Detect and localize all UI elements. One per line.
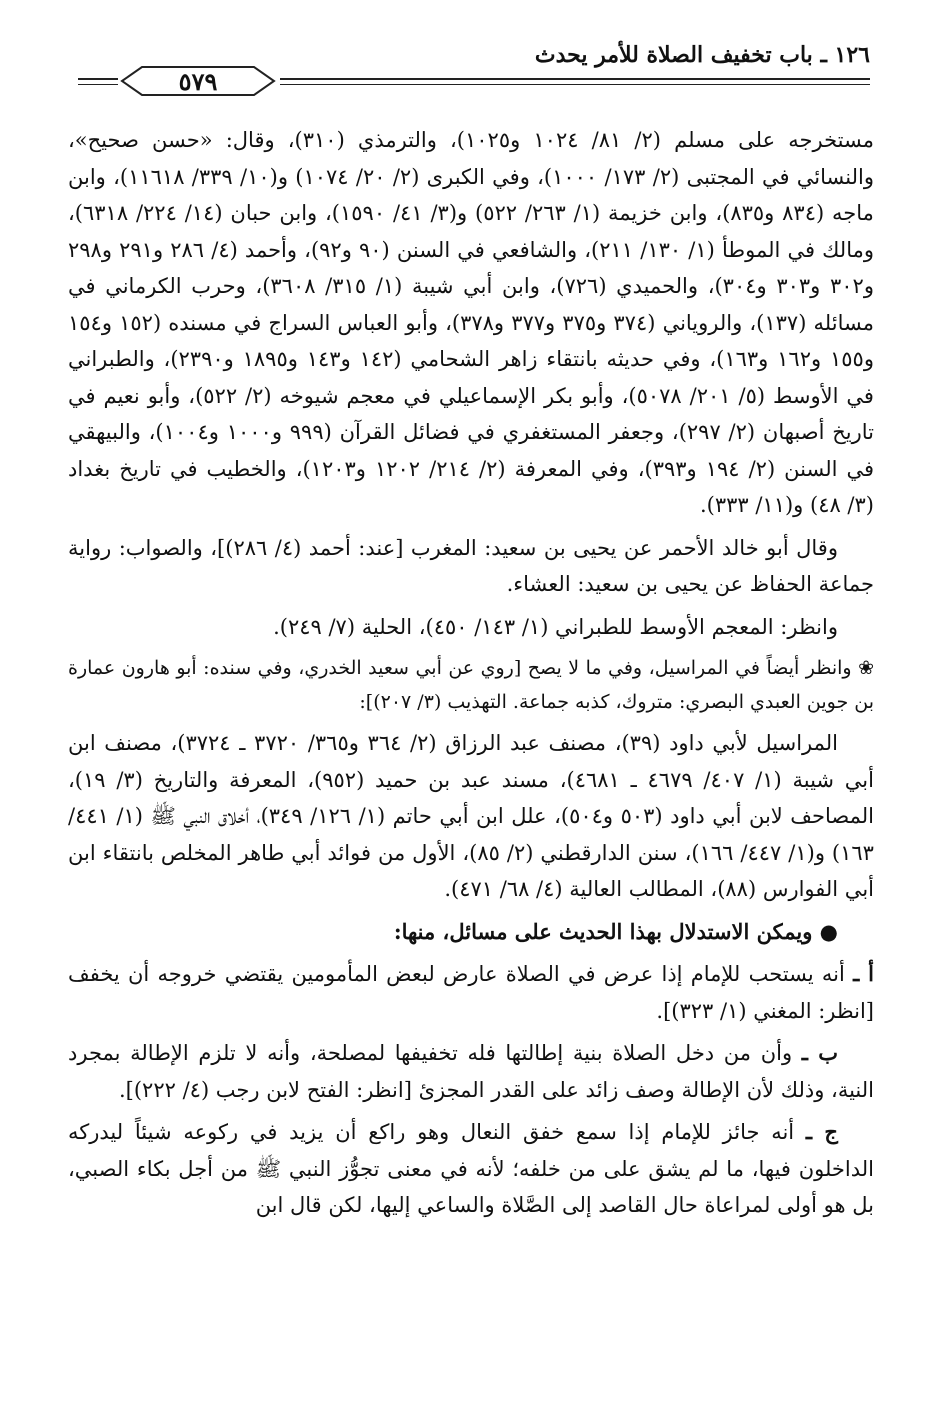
paragraph-see-also: وانظر: المعجم الأوسط للطبراني (١/ ١٤٣/ ٤٥٠)، الحلية (٧/ ٢٤٩). <box>273 614 838 639</box>
paragraph-point-b <box>68 1035 874 1108</box>
point-a-label: أ ـ <box>853 961 874 986</box>
paragraph-point-c <box>68 1114 874 1224</box>
paragraph-marasil-note: ❀ وانظر أيضاً في المراسيل، وفي ما لا يصح [روي عن أبي سعيد الخدري، وفي سنده: أبو هارون عمارة بن جوين العبدي البصري: متروك، كذبه جماعة. التهذيب (٣/ ٢٠٧)]: <box>68 657 874 713</box>
page-number-text: ٥٧٩ <box>178 66 218 96</box>
header-rule-left-thin <box>78 84 118 85</box>
paragraph-takhrij: مستخرجه على مسلم (٢/ ٨١/ ١٠٢٤ و١٠٢٥)، والترمذي (٣١٠)، وقال: «حسن صحيح»، والنسائي في المجتبى (٢/ ١٧٣/ ١٠٠٠)، وفي الكبرى (٢/ ٢٠/ ١٠٧٤) و(١٠/ ٣٣٩/ ١١٦١٨)، وابن ماجه (٨٣٤ و٨٣٥)، وابن خزيمة (١/ ٢٦٣/ ٥٢٢) و(٣/ ٤١/ ١٥٩٠)، وابن حبان (١٤/ ٢٢٤/ ٦٣١٨)، ومالك في الموطأ (١/ ١٣٠/ ٢١١)، والشافعي في السنن (٩٠ و٩٢)، وأحمد (٤/ ٢٨٦ و٢٩١ و٢٩٨ و٣٠٢ و٣٠٣ و٣٠٤)، والحميدي (٧٢٦)، وابن أبي شيبة (١/ ٣١٥/ ٣٦٠٨)، وحرب الكرماني في مسائله (١٣٧)، والروياني (٣٧٤ و٣٧٥ و٣٧٧ و٣٧٨)، وأبو العباس السراج في مسنده (١٥٢ و١٥٤ و١٥٥ و١٦٢ و١٦٣)، وفي حديثه بانتقاء زاهر الشحامي (١٤٢ و١٤٣ و١٨٩٥ و٢٣٩٠)، والطبراني في الأوسط (٥/ ٢٠١/ ٥٠٧٨)، وأبو بكر الإسماعيلي في معجم شيوخه (٢/ ٥٢٢)، وأبو نعيم في تاريخ أصبهان (٢/ ٢٩٧)، وجعفر المستغفري في فضائل القرآن (٩٩٩ و١٠٠٠ و١٠٠٤)، والبيهقي في السنن (٢/ ١٩٤ و٣٩٣)، وفي المعرفة (٢/ ٢١٤/ ١٢٠٢ و١٢٠٣)، والخطيب في تاريخ بغداد (٣/ ٤٨) و(١١/ ٣٣٣). <box>68 128 874 517</box>
point-a-text: أنه يستحب للإمام إذا عرض في الصلاة عارض لبعض المأمومين يقتضي خروجه أن يخفف [انظر: المغني (١/ ٣٢٣)]. <box>68 962 874 1023</box>
point-c-label: ج ـ <box>805 1119 838 1144</box>
point-c-text: أنه جائز للإمام إذا سمع خفق النعال وهو راكع أن يزيد في ركوعه شيئاً ليدركه الداخلون فيها، ما لم يشق على من خلفه؛ لأنه في معنى تجوُّز النبي ﷺ من أجل بكاء الصبي، بل هو أولى لمراعاة حال القاصد إلى الصَّلاة والساعي إليها، لكن قال ابن <box>68 1120 874 1217</box>
paragraph-point-a <box>68 956 874 1029</box>
point-b-label: ب ـ <box>801 1040 839 1065</box>
running-title: ١٢٦ ـ باب تخفيف الصلاة للأمر يحدث <box>534 42 870 68</box>
header-rule-thin <box>280 84 870 85</box>
page-body <box>68 122 874 1230</box>
header-rule <box>280 78 870 80</box>
page-number <box>120 64 276 98</box>
section-heading-masail: ● ويمكن الاستدلال بهذا الحديث على مسائل، منها: <box>393 918 838 944</box>
paragraph-marasil-sources: المراسيل لأبي داود (٣٩)، مصنف عبد الرزاق (٢/ ٣٦٤ و٣٦٥/ ٣٧٢٠ ـ ٣٧٢٤)، مصنف ابن أبي شيبة (١/ ٤٠٧/ ٤٦٧٩ ـ ٤٦٨١)، مسند عبد بن حميد (٩٥٢)، المعرفة والتاريخ (٣/ ١٩)، المصاحف لابن أبي داود (٥٠٣ و٥٠٤)، علل ابن أبي حاتم (١/ ١٢٦/ ٣٤٩)، أخلاق النبي ﷺ (١/ ٤٤١/ ١٦٣) و(١/ ٤٤٧/ ١٦٦)، سنن الدارقطني (٢/ ٨٥)، الأول من فوائد أبي طاهر المخلص بانتقاء ابن أبي الفوارس (٨٨)، المطالب العالية (٤/ ٦٨/ ٤٧١). <box>68 731 874 901</box>
point-b-text: وأن من دخل الصلاة بنية إطالتها فله تخفيفها لمصلحة، وأنه لا تلزم الإطالة بمجرد النية، وذلك لأن الإطالة وصف زائد على القدر المجزئ [انظر: الفتح لابن رجب (٤/ ٢٢٢)]. <box>68 1041 874 1102</box>
page-header <box>70 34 870 108</box>
paragraph-abu-khalid: وقال أبو خالد الأحمر عن يحيى بن سعيد: المغرب [عند: أحمد (٤/ ٢٨٦)]، والصواب: رواية جماعة الحفاظ عن يحيى بن سعيد: العشاء. <box>68 535 874 596</box>
header-rule-left <box>78 78 118 80</box>
